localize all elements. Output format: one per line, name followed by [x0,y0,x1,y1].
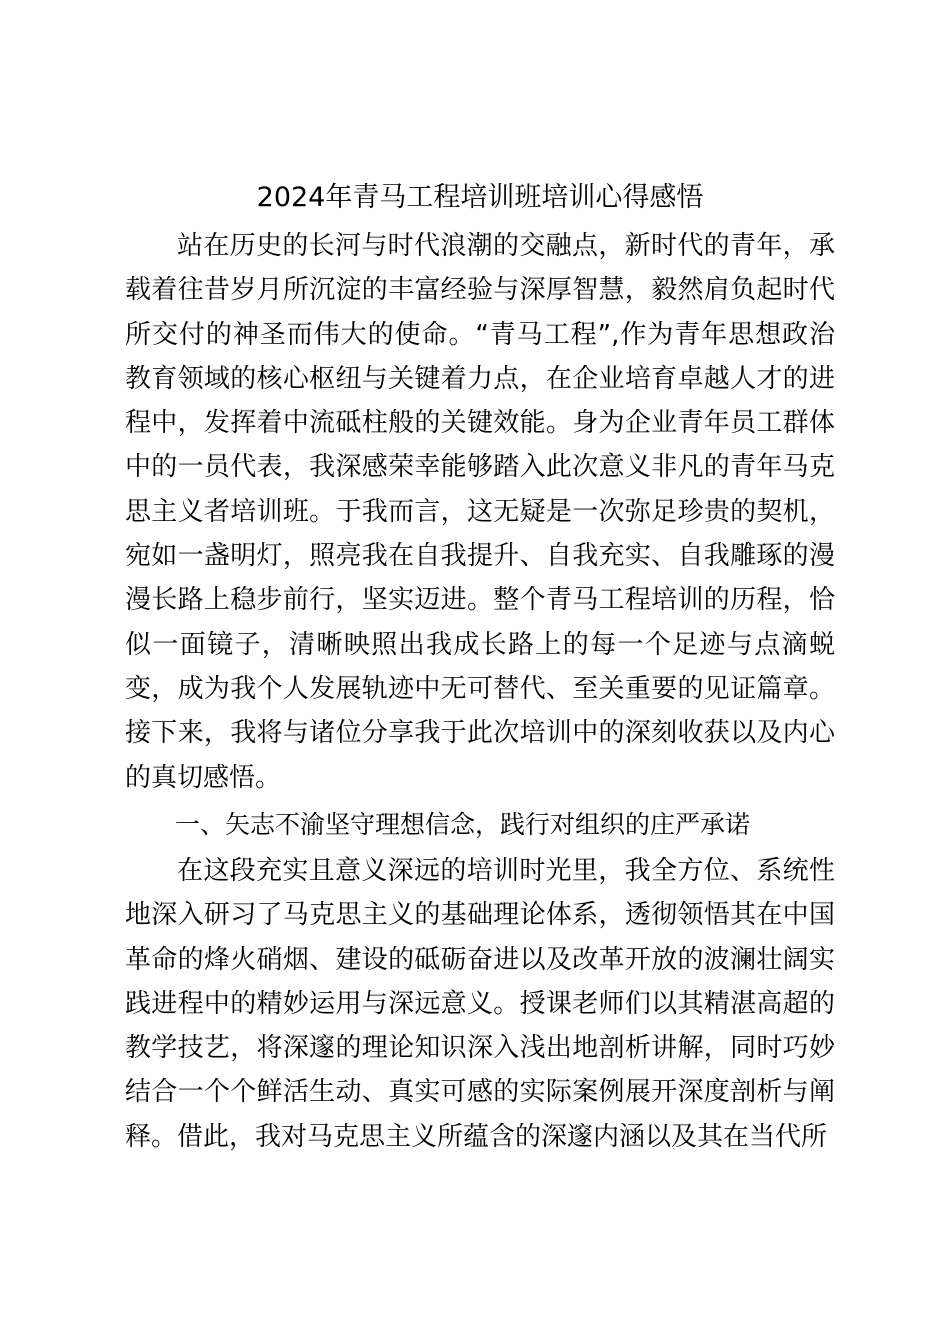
intro-paragraph: 站在历史的长河与时代浪潮的交融点，新时代的青年，承载着往昔岁月所沉淀的丰富经验与深厚智慧，毅然肩负起时代所交付的神圣而伟大的使命。“青马工程”,作为青年思想政治教育领域的核心枢纽与关键着力点，在企业培育卓越人才的进程中，发挥着中流砥柱般的关键效能。身为企业青年员工群体中的一员代表，我深感荣幸能够踏入此次意义非凡的青年马克思主义者培训班。于我而言，这无疑是一次弥足珍贵的契机，宛如一盏明灯，照亮我在自我提升、自我充实、自我雕琢的漫漫长路上稳步前行，坚实迈进。整个青马工程培训的历程，恰似一面镜子，清晰映照出我成长路上的每一个足迹与点滴蜕变，成为我个人发展轨迹中无可替代、至关重要的见证篇章。接下来，我将与诸位分享我于此次培训中的深刻收获以及内心的真切感悟。 [125,231,835,793]
section-heading: 一、矢志不渝坚守理想信念，践行对组织的庄严承诺 [175,810,751,839]
document-title: 2024年青马工程培训班培训心得感悟 [256,182,704,213]
section-paragraph: 在这段充实且意义深远的培训时光里，我全方位、系统性地深入研习了马克思主义的基础理论体系，透彻领悟其在中国革命的烽火硝烟、建设的砥砺奋进以及改革开放的波澜壮阔实践进程中的精妙运用与深远意义。授课老师们以其精湛高超的教学技艺，将深邃的理论知识深入浅出地剖析讲解，同时巧妙结合一个个鲜活生动、真实可感的实际案例展开深度剖析与阐释。借此，我对马克思主义所蕴含的深邃内涵以及其在当代所 [125,856,835,1152]
